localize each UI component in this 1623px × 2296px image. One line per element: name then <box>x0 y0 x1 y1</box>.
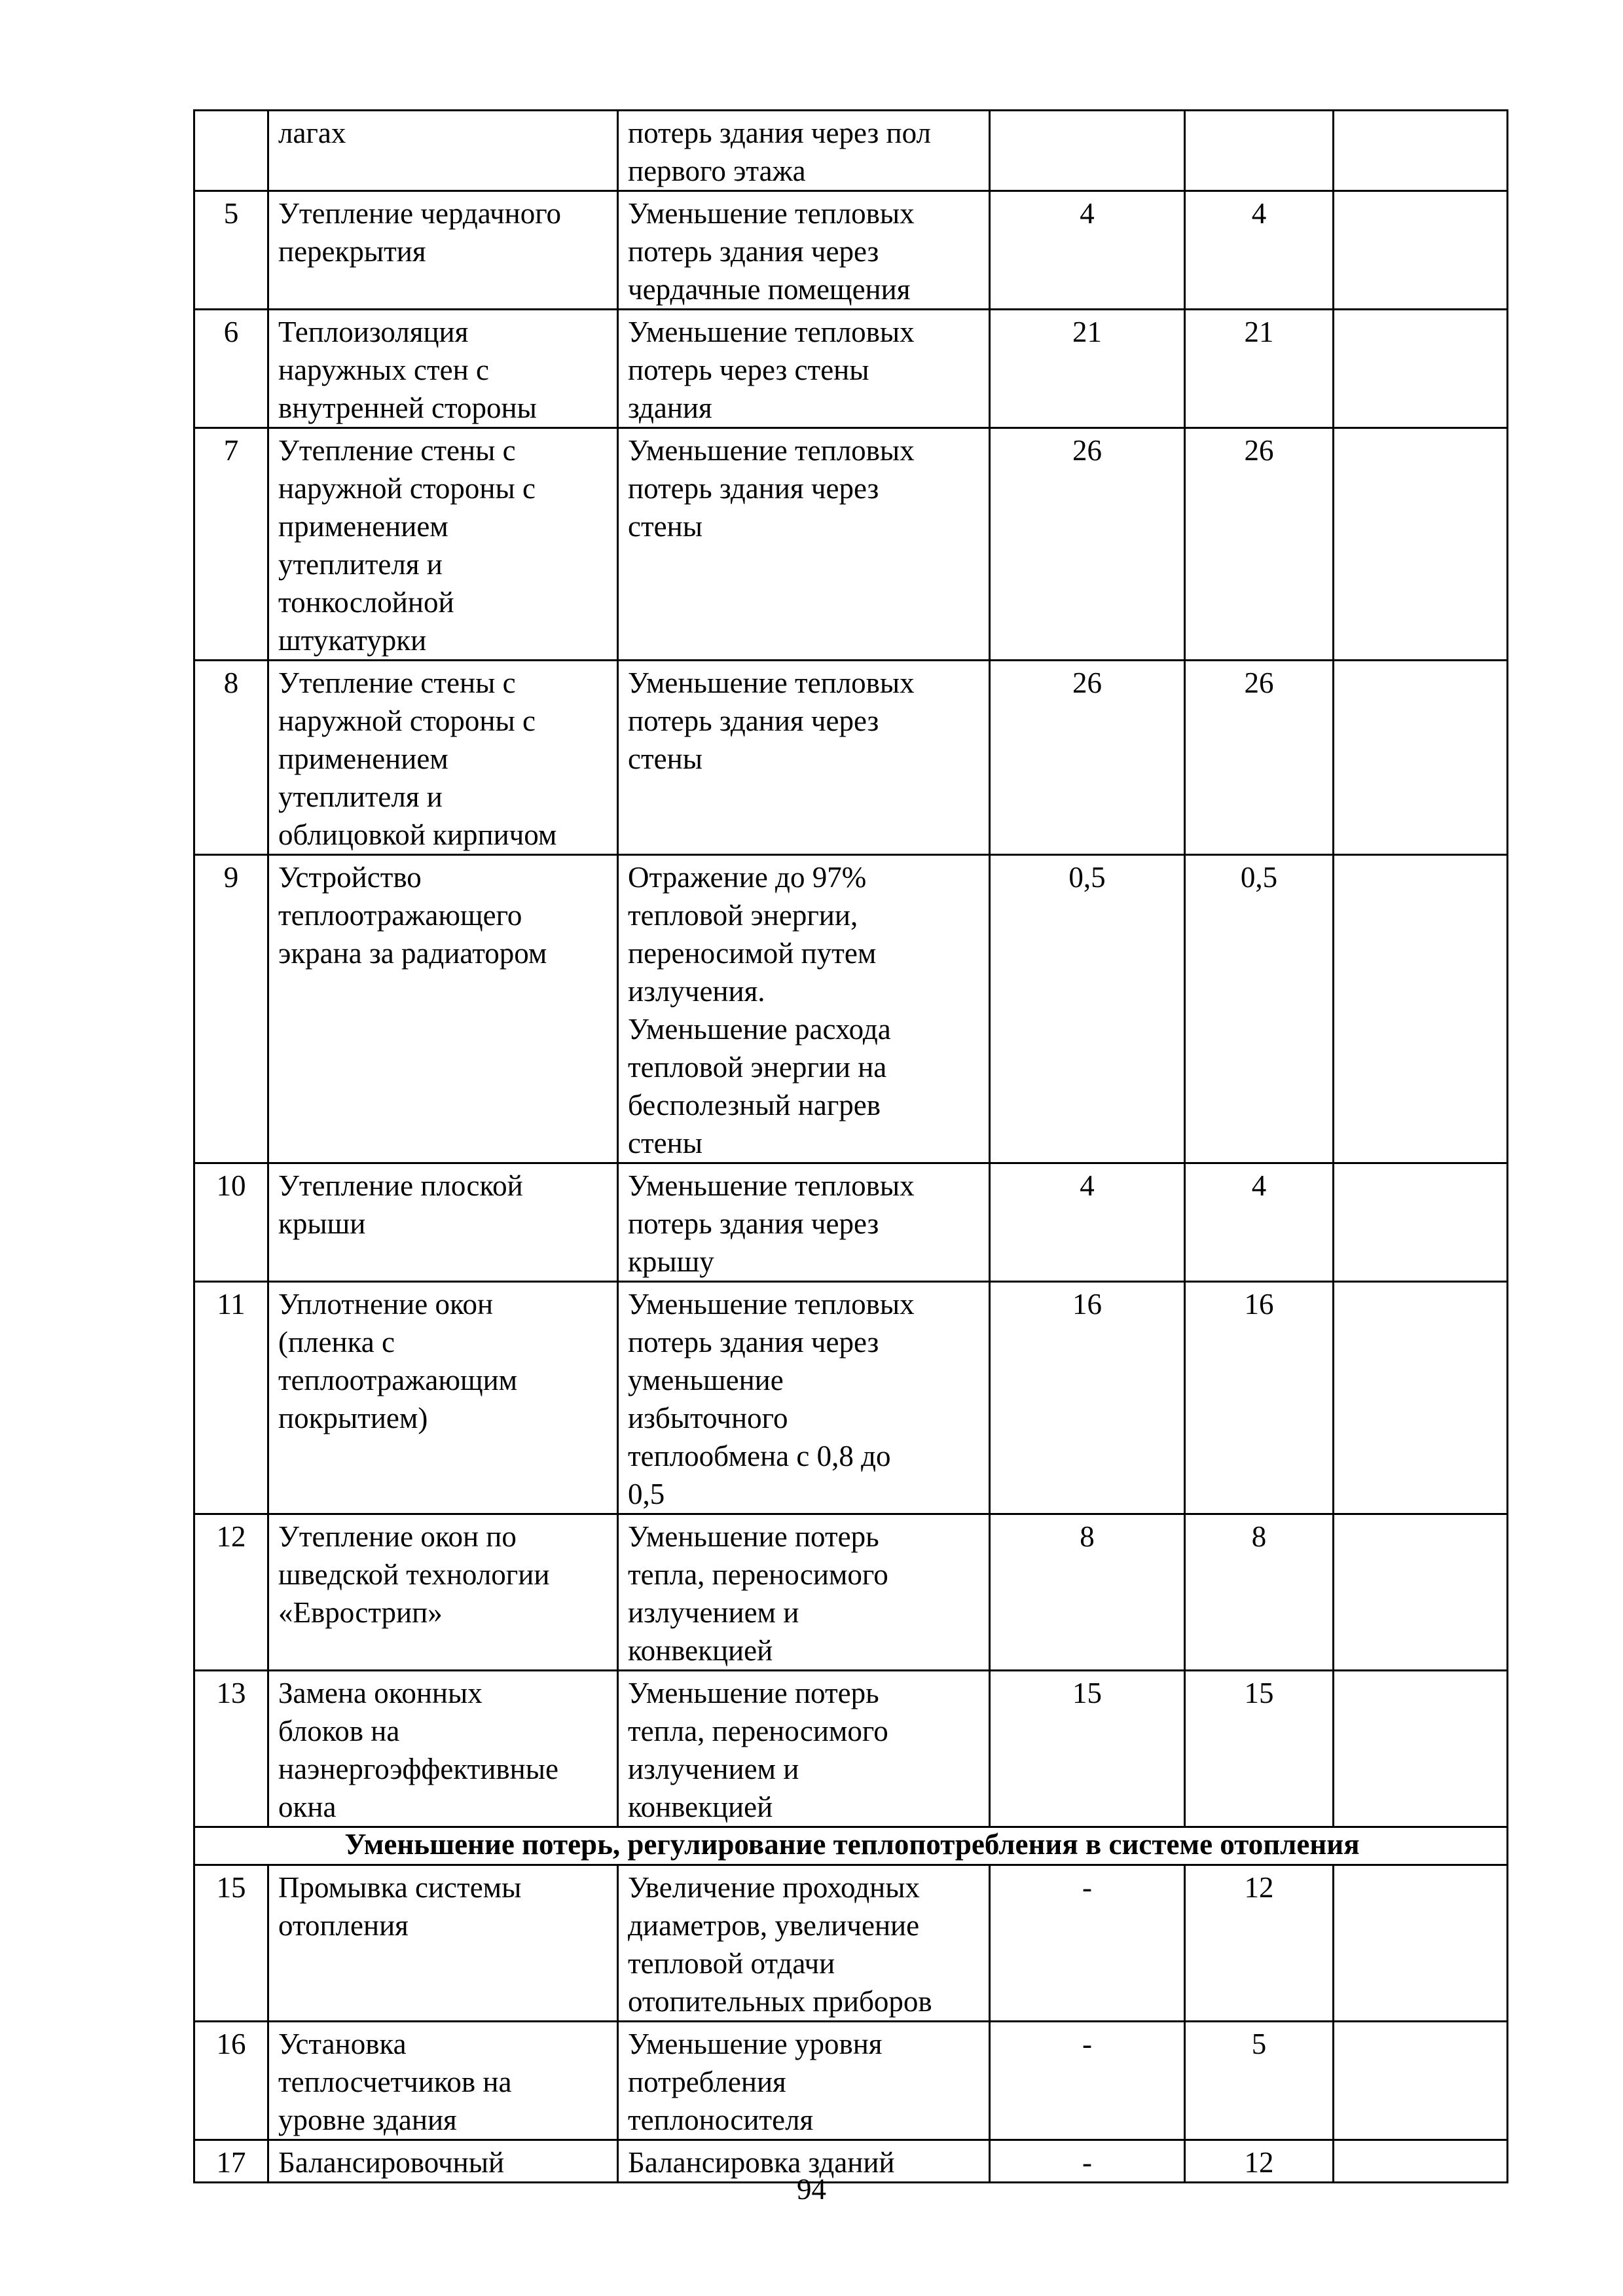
value-cell-1: 26 <box>990 428 1185 661</box>
value-cell-2: 4 <box>1185 191 1334 310</box>
value-cell-3 <box>1334 428 1508 661</box>
table-row <box>194 2022 1508 2140</box>
value-cell-2: 12 <box>1185 1865 1334 2022</box>
row-number: 12 <box>194 1514 268 1671</box>
value-cell-1 <box>990 111 1185 191</box>
value-cell-2: 15 <box>1185 1671 1334 1827</box>
row-number: 8 <box>194 661 268 855</box>
effect-cell: Уменьшение тепловых потерь здания через крышу <box>618 1163 990 1282</box>
row-number: 11 <box>194 1282 268 1514</box>
value-cell-2: 12 <box>1185 2140 1334 2183</box>
value-cell-1: 26 <box>990 661 1185 855</box>
effect-cell: Уменьшение тепловых потерь здания через стены <box>618 428 990 661</box>
row-number: 13 <box>194 1671 268 1827</box>
measure-cell: Замена оконных блоков на наэнергоэффективные окна <box>268 1671 618 1827</box>
value-cell-1: 21 <box>990 310 1185 428</box>
value-cell-1: - <box>990 2140 1185 2183</box>
value-cell-2: 8 <box>1185 1514 1334 1671</box>
effect-cell: Увеличение проходных диаметров, увеличение тепловой отдачи отопительных приборов <box>618 1865 990 2022</box>
value-cell-2: 5 <box>1185 2022 1334 2140</box>
effect-cell: Уменьшение тепловых потерь через стены здания <box>618 310 990 428</box>
value-cell-2: 4 <box>1185 1163 1334 1282</box>
effect-cell: Уменьшение уровня потребления теплоносителя <box>618 2022 990 2140</box>
measure-cell: Промывка системы отопления <box>268 1865 618 2022</box>
value-cell-3 <box>1334 855 1508 1163</box>
value-cell-2: 26 <box>1185 428 1334 661</box>
measure-cell: Утепление стены с наружной стороны с применением утеплителя и тонкослойной штукатурки <box>268 428 618 661</box>
row-number: 15 <box>194 1865 268 2022</box>
value-cell-3 <box>1334 1514 1508 1671</box>
value-cell-3 <box>1334 2022 1508 2140</box>
value-cell-2: 0,5 <box>1185 855 1334 1163</box>
measures-table <box>193 109 1508 2183</box>
value-cell-2: 21 <box>1185 310 1334 428</box>
value-cell-1: 15 <box>990 1671 1185 1827</box>
row-number: 17 <box>194 2140 268 2183</box>
value-cell-1: 8 <box>990 1514 1185 1671</box>
row-number: 10 <box>194 1163 268 1282</box>
section-heading: Уменьшение потерь, регулирование теплопотребления в системе отопления <box>194 1827 1508 1865</box>
value-cell-3 <box>1334 1282 1508 1514</box>
value-cell-3 <box>1334 1671 1508 1827</box>
value-cell-1: 4 <box>990 1163 1185 1282</box>
effect-cell: Балансировка зданий <box>618 2140 990 2183</box>
measure-cell: Балансировочный <box>268 2140 618 2183</box>
measure-cell: Утепление окон по шведской технологии «Еврострип» <box>268 1514 618 1671</box>
value-cell-1: - <box>990 1865 1185 2022</box>
effect-cell: Уменьшение потерь тепла, переносимого излучением и конвекцией <box>618 1514 990 1671</box>
value-cell-3 <box>1334 310 1508 428</box>
measure-cell: лагах <box>268 111 618 191</box>
effect-cell: Уменьшение тепловых потерь здания через уменьшение избыточного теплообмена с 0,8 до 0,5 <box>618 1282 990 1514</box>
table-row <box>194 1865 1508 2022</box>
measure-cell: Уплотнение окон (пленка с теплоотражающим покрытием) <box>268 1282 618 1514</box>
measure-cell: Утепление чердачного перекрытия <box>268 191 618 310</box>
effect-cell: потерь здания через пол первого этажа <box>618 111 990 191</box>
row-number: 16 <box>194 2022 268 2140</box>
section-row <box>194 1827 1508 1865</box>
measure-cell: Утепление плоской крыши <box>268 1163 618 1282</box>
table-row <box>194 191 1508 310</box>
value-cell-2: 16 <box>1185 1282 1334 1514</box>
table-row <box>194 111 1508 191</box>
row-number: 7 <box>194 428 268 661</box>
value-cell-3 <box>1334 661 1508 855</box>
value-cell-1: 16 <box>990 1282 1185 1514</box>
effect-cell: Уменьшение тепловых потерь здания через стены <box>618 661 990 855</box>
value-cell-2: 26 <box>1185 661 1334 855</box>
table-row <box>194 428 1508 661</box>
value-cell-3 <box>1334 1163 1508 1282</box>
table-row <box>194 1282 1508 1514</box>
measure-cell: Теплоизоляция наружных стен с внутренней стороны <box>268 310 618 428</box>
measure-cell: Устройство теплоотражающего экрана за радиатором <box>268 855 618 1163</box>
effect-cell: Отражение до 97% тепловой энергии, переносимой путем излучения. Уменьшение расхода тепловой энергии на бесполезный нагрев стены <box>618 855 990 1163</box>
measure-cell: Установка теплосчетчиков на уровне здания <box>268 2022 618 2140</box>
value-cell-2 <box>1185 111 1334 191</box>
table-row <box>194 855 1508 1163</box>
table-row <box>194 310 1508 428</box>
row-number <box>194 111 268 191</box>
value-cell-1: - <box>990 2022 1185 2140</box>
page-number: 94 <box>797 2173 826 2206</box>
table-row <box>194 1514 1508 1671</box>
row-number: 9 <box>194 855 268 1163</box>
effect-cell: Уменьшение потерь тепла, переносимого излучением и конвекцией <box>618 1671 990 1827</box>
value-cell-3 <box>1334 1865 1508 2022</box>
table-row <box>194 1671 1508 1827</box>
measure-cell: Утепление стены с наружной стороны с применением утеплителя и облицовкой кирпичом <box>268 661 618 855</box>
value-cell-3 <box>1334 191 1508 310</box>
value-cell-1: 0,5 <box>990 855 1185 1163</box>
table-row <box>194 1163 1508 1282</box>
value-cell-3 <box>1334 111 1508 191</box>
row-number: 5 <box>194 191 268 310</box>
table-row <box>194 661 1508 855</box>
effect-cell: Уменьшение тепловых потерь здания через чердачные помещения <box>618 191 990 310</box>
row-number: 6 <box>194 310 268 428</box>
value-cell-1: 4 <box>990 191 1185 310</box>
